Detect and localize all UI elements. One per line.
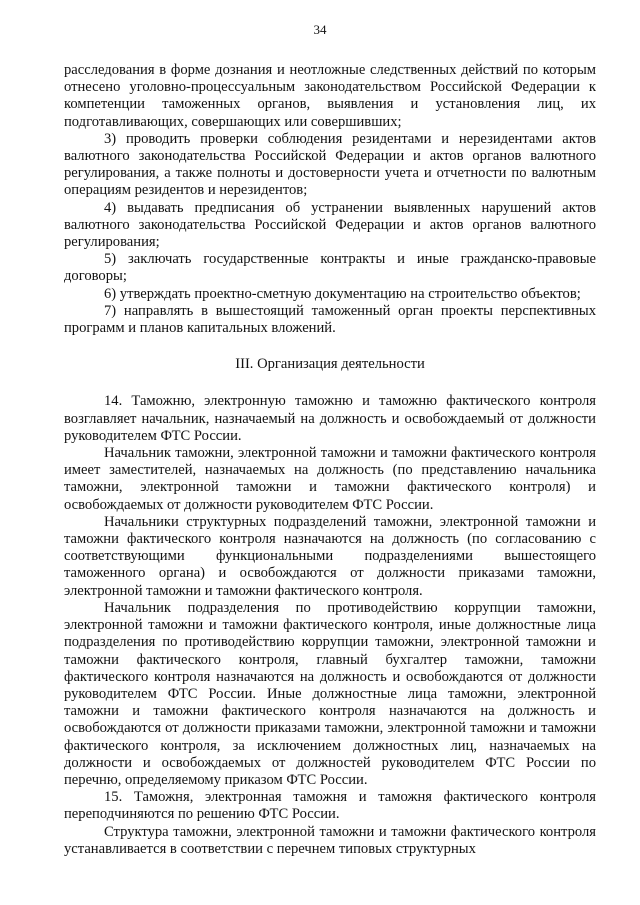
paragraph-continuation: расследования в форме дознания и неотложные следственных действий по которым отнесено уголовно-процессуальным законодательством Российской Федерации к компетенции таможенных органов, выявления и установления лиц, их подготавливающих, совершающих или совершивших; bbox=[64, 62, 596, 130]
paragraph-deputies: Начальник таможни, электронной таможни и таможни фактического контроля имеет заместителей, назначаемых на должность (по представлению начальника таможни, электронной таможни и таможни фактического контроля) и освобождаемых от должности руководителем ФТС России. bbox=[64, 445, 596, 513]
list-item-5: 5) заключать государственные контракты и иные гражданско-правовые договоры; bbox=[64, 251, 596, 285]
list-item-4: 4) выдавать предписания об устранении выявленных нарушений актов валютного законодательства Российской Федерации и актов органов валютного регулирования; bbox=[64, 199, 596, 251]
list-item-7: 7) направлять в вышестоящий таможенный орган проекты перспективных программ и планов капитальных вложений. bbox=[64, 302, 596, 337]
paragraph-unit-heads: Начальники структурных подразделений таможни, электронной таможни и таможни фактического контроля назначаются на должность (по согласованию с соответствующими функциональными подразделениями вышестоящего таможенного органа) и освобождаются от должности приказами таможни, электронной таможни и таможни фактического контроля. bbox=[64, 513, 596, 599]
paragraph-structure: Структура таможни, электронной таможни и таможни фактического контроля устанавливается в соответствии с перечнем типовых структурных bbox=[64, 823, 596, 857]
page-number: 34 bbox=[313, 22, 327, 37]
paragraph-anticorruption: Начальник подразделения по противодействию коррупции таможни, электронной таможни и таможни фактического контроля, иные должностные лица подразделения по противодействию коррупции таможни, электронной таможни и таможни фактического контроля, главный бухгалтер таможни, таможни фактического контроля назначаются на должность и освобождаются от должности руководителем ФТС России. Иные должностные лица таможни, электронной таможни и таможни фактического контроля назначаются на должность и освобождаются от должности приказами таможни, электронной таможни и таможни фактического контроля, за исключением должностных лиц, назначаемых на должности и освобождаемых от должностей руководителем ФТС России по перечню, определяемому приказом ФТС России. bbox=[64, 599, 596, 788]
paragraph-14: 14. Таможню, электронную таможню и таможню фактического контроля возглавляет начальник, назначаемый на должность и освобождаемый от должности руководителем ФТС России. bbox=[64, 393, 596, 444]
list-item-3: 3) проводить проверки соблюдения резидентами и нерезидентами актов валютного законодательства Российской Федерации и актов органов валютного регулирования, а также полноты и достоверности учета и отчетности по валютным операциям резидентов и нерезидентов; bbox=[64, 130, 596, 199]
section-heading: III. Организация деятельности bbox=[235, 356, 425, 373]
page-body bbox=[64, 62, 596, 858]
list-item-6: 6) утверждать проектно-сметную документацию на строительство объектов; bbox=[104, 285, 581, 302]
paragraph-15: 15. Таможня, электронная таможня и таможня фактического контроля переподчиняются по решению ФТС России. bbox=[64, 789, 596, 823]
